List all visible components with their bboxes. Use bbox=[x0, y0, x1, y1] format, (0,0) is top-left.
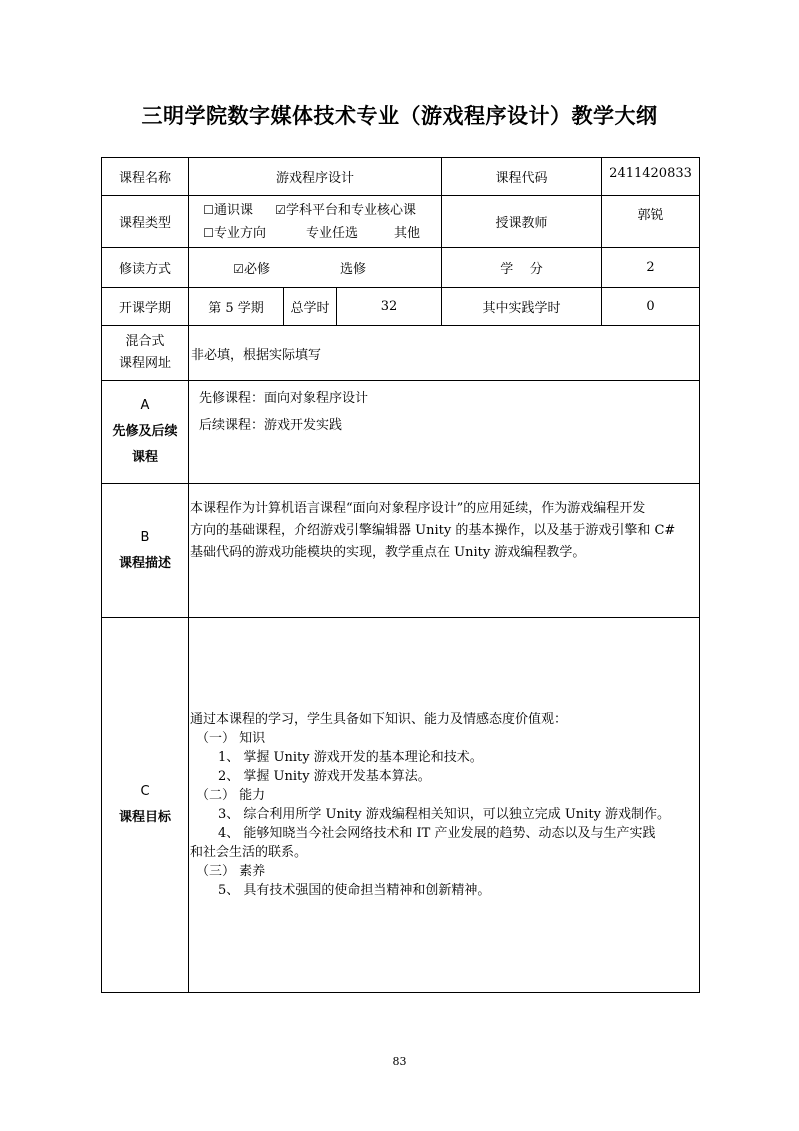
type-option-direction: 专业方向 bbox=[214, 225, 267, 241]
credit-label: 学 分 bbox=[442, 248, 602, 288]
quality-heading: （三） 素养 bbox=[196, 864, 266, 879]
description-line-1: 本课程作为计算机语言课程“面向对象程序设计”的应用延续，作为游戏编程开发 bbox=[190, 501, 646, 516]
type-option-general: 通识课 bbox=[214, 202, 254, 218]
credit-value: 2 bbox=[602, 248, 700, 288]
description-line-3: 基础代码的游戏功能模块的实现，教学重点在 Unity 游戏编程教学。 bbox=[190, 545, 586, 560]
section-a-label bbox=[102, 381, 189, 484]
page-number: 83 bbox=[392, 1055, 407, 1068]
total-hours-label: 总学时 bbox=[284, 288, 337, 326]
section-c-content bbox=[189, 618, 700, 993]
objective-2: 2、 掌握 Unity 游戏开发基本算法。 bbox=[218, 769, 431, 784]
ability-heading: （二） 能力 bbox=[196, 788, 266, 803]
prerequisite-course: 先修课程：面向对象程序设计 bbox=[199, 391, 369, 406]
objective-4-line2: 和社会生活的联系。 bbox=[190, 845, 308, 860]
semester-label: 开课学期 bbox=[102, 288, 189, 326]
objective-5: 5、 具有技术强国的使命担当精神和创新精神。 bbox=[218, 883, 491, 898]
study-mode-label: 修读方式 bbox=[102, 248, 189, 288]
mixed-url-value: 非必填，根据实际填写 bbox=[189, 326, 700, 381]
type-option-other: 其他 bbox=[394, 225, 421, 241]
practice-hours-value: 0 bbox=[602, 288, 700, 326]
study-mode-elective: 选修 bbox=[340, 262, 367, 277]
section-c-label bbox=[102, 618, 189, 993]
section-b-description bbox=[102, 484, 700, 618]
course-name-label: 课程名称 bbox=[102, 158, 189, 196]
section-b-letter: B bbox=[140, 529, 150, 545]
section-b-label bbox=[102, 484, 189, 618]
row-semester bbox=[102, 288, 700, 326]
semester-value: 第 5 学期 bbox=[189, 288, 284, 326]
followup-course: 后续课程：游戏开发实践 bbox=[199, 418, 343, 433]
objective-4-line1: 4、 能够知晓当今社会网络技术和 IT 产业发展的趋势、动态以及与生产实践 bbox=[218, 826, 656, 841]
description-line-2: 方向的基础课程，介绍游戏引擎编辑器 Unity 的基本操作，以及基于游戏引擎和 C# bbox=[190, 523, 676, 538]
knowledge-heading: （一） 知识 bbox=[196, 731, 266, 746]
objective-3: 3、 综合利用所学 Unity 游戏编程相关知识，可以独立完成 Unity 游戏制作。 bbox=[218, 807, 671, 822]
teacher-label: 授课教师 bbox=[442, 196, 602, 248]
course-type-label: 课程类型 bbox=[102, 196, 189, 248]
practice-hours-label: 其中实践学时 bbox=[442, 288, 602, 326]
course-code-label: 课程代码 bbox=[442, 158, 602, 196]
checkbox-checked-icon: ☑ bbox=[233, 262, 244, 276]
section-a-letter: A bbox=[140, 398, 150, 413]
row-course-name bbox=[102, 158, 700, 196]
row-course-type bbox=[102, 196, 700, 248]
section-b-title: 课程描述 bbox=[118, 555, 171, 571]
section-c-letter: C bbox=[140, 784, 150, 799]
total-hours-value: 32 bbox=[337, 288, 442, 326]
section-a-prerequisites bbox=[102, 381, 700, 484]
mixed-url-label bbox=[102, 326, 189, 381]
section-c-objectives bbox=[102, 618, 700, 993]
section-a-title-line2: 课程 bbox=[131, 450, 158, 465]
document-title: 三明学院数字媒体技术专业（游戏程序设计）教学大纲 bbox=[141, 104, 658, 128]
type-option-core: 学科平台和专业核心课 bbox=[286, 202, 417, 218]
checkbox-unchecked-icon: ☐ bbox=[203, 202, 214, 217]
row-study-mode bbox=[102, 248, 700, 288]
teacher-value: 郭锐 bbox=[602, 196, 700, 248]
section-a-title-line1: 先修及后续 bbox=[112, 424, 178, 439]
checkbox-checked-icon: ☑ bbox=[275, 202, 286, 217]
row-mixed-course-url bbox=[102, 326, 700, 381]
section-c-title: 课程目标 bbox=[118, 810, 171, 825]
course-type-options bbox=[189, 196, 442, 248]
mixed-url-label-line2: 课程网址 bbox=[118, 356, 171, 371]
section-a-content bbox=[189, 381, 700, 484]
study-mode-options bbox=[189, 248, 442, 288]
type-option-optional: 专业任选 bbox=[306, 225, 359, 241]
study-mode-required: 必修 bbox=[244, 262, 271, 277]
section-b-content bbox=[189, 484, 700, 618]
course-code-value: 2411420833 bbox=[602, 158, 700, 196]
objectives-intro: 通过本课程的学习，学生具备如下知识、能力及情感态度价值观： bbox=[190, 712, 568, 727]
objective-1: 1、 掌握 Unity 游戏开发的基本理论和技术。 bbox=[218, 750, 483, 765]
course-name-value: 游戏程序设计 bbox=[189, 158, 442, 196]
syllabus-table bbox=[101, 157, 700, 993]
mixed-url-label-line1: 混合式 bbox=[125, 334, 165, 349]
checkbox-unchecked-icon: ☐ bbox=[203, 225, 214, 240]
